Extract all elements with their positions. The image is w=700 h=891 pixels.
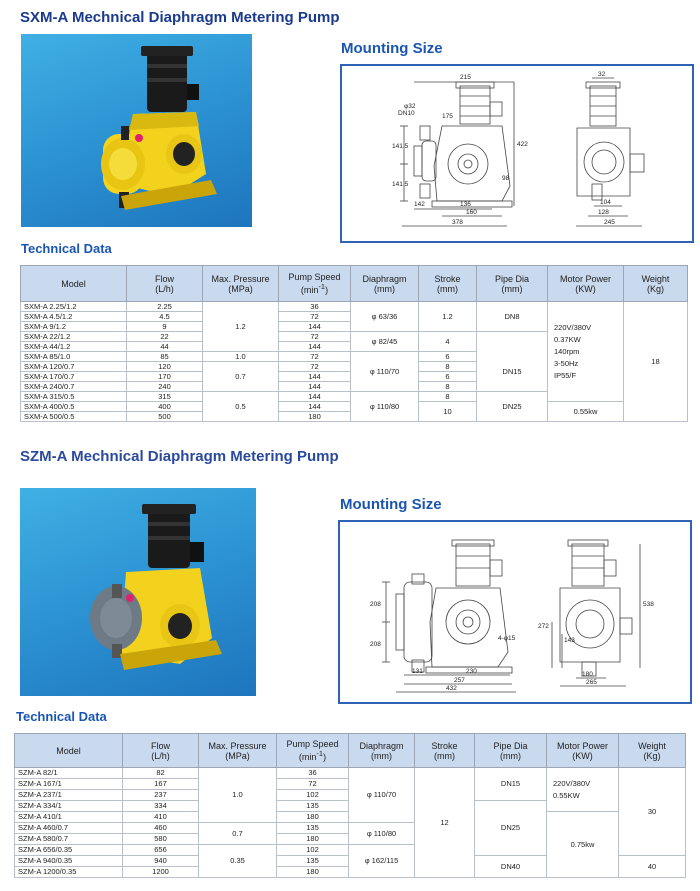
table-cell: SXM-A 22/1.2 bbox=[21, 332, 127, 342]
table-cell: 0.35 bbox=[199, 845, 277, 878]
table-cell: 580 bbox=[123, 834, 199, 845]
table-cell: 144 bbox=[279, 372, 351, 382]
section2-technical-title: Technical Data bbox=[16, 709, 107, 724]
table-cell: SXM-A 9/1.2 bbox=[21, 322, 127, 332]
table-cell: φ 110/80 bbox=[351, 392, 419, 422]
sxm-dim-dn10: DN10 bbox=[398, 110, 415, 117]
table-cell: SZM-A 656/0.35 bbox=[15, 845, 123, 856]
flow-cell: 2.25 bbox=[127, 302, 203, 312]
table-cell: φ 110/80 bbox=[349, 823, 415, 845]
sxm-dim-245: 245 bbox=[604, 219, 615, 226]
table-cell: 135 bbox=[277, 823, 349, 834]
table-cell: SXM-A 120/0.7 bbox=[21, 362, 127, 372]
table-cell: 120 bbox=[127, 362, 203, 372]
table-cell: 500 bbox=[127, 412, 203, 422]
table-cell: 102 bbox=[277, 790, 349, 801]
col-flow: Flow (L/h) bbox=[123, 734, 199, 768]
szm-pump-photo bbox=[20, 488, 256, 696]
table-cell: SXM-A 170/0.7 bbox=[21, 372, 127, 382]
sxm-dim-160: 160 bbox=[466, 209, 477, 216]
table-cell: 0.7 bbox=[203, 362, 279, 392]
table-cell: SZM-A 410/1 bbox=[15, 812, 123, 823]
table-cell: SZM-A 580/0.7 bbox=[15, 834, 123, 845]
stroke-cell: 1.2 bbox=[419, 302, 477, 332]
table-cell: SXM-A 240/0.7 bbox=[21, 382, 127, 392]
sxm-technical-table bbox=[20, 265, 688, 422]
szm-dim-208-a: 208 bbox=[370, 601, 381, 608]
motor-cell-2: 0.55kw bbox=[548, 402, 624, 422]
col-max-pressure: Max. Pressure (MPa) bbox=[199, 734, 277, 768]
table-cell: 4.5 bbox=[127, 312, 203, 322]
sxm-dim-142: 142 bbox=[414, 201, 425, 208]
table-cell: 180 bbox=[279, 412, 351, 422]
table-cell: 0.5 bbox=[203, 392, 279, 422]
col-diaphragm: Diaphragm (mm) bbox=[351, 266, 419, 302]
col-max-pressure: Max. Pressure (MPa) bbox=[203, 266, 279, 302]
table-cell: φ 110/70 bbox=[351, 352, 419, 392]
table-cell: SZM-A 82/1 bbox=[15, 768, 123, 779]
table-cell: 656 bbox=[123, 845, 199, 856]
section2-title: SZM-A Mechnical Diaphragm Metering Pump bbox=[20, 448, 339, 465]
col-diaphragm: Diaphragm (mm) bbox=[349, 734, 415, 768]
table-cell: 180 bbox=[277, 812, 349, 823]
weight-cell: 18 bbox=[624, 302, 688, 422]
table-cell: SXM-A 85/1.0 bbox=[21, 352, 127, 362]
table-cell: 0.75kw bbox=[547, 812, 619, 878]
table-cell: 8 bbox=[419, 382, 477, 392]
table-cell: 180 bbox=[277, 834, 349, 845]
sxm-dim-104: 104 bbox=[600, 199, 611, 206]
table-cell: 1.0 bbox=[199, 768, 277, 823]
col-flow: Flow (L/h) bbox=[127, 266, 203, 302]
pipe-cell: DN8 bbox=[477, 302, 548, 332]
table-cell: 72 bbox=[279, 352, 351, 362]
col-weight: Weight (Kg) bbox=[619, 734, 686, 768]
table-cell: SZM-A 334/1 bbox=[15, 801, 123, 812]
table-cell: 8 bbox=[419, 392, 477, 402]
szm-pump-illustration bbox=[20, 488, 256, 696]
table-cell: 12 bbox=[415, 768, 475, 878]
szm-mounting-drawing bbox=[338, 520, 692, 704]
table-cell: 144 bbox=[279, 392, 351, 402]
szm-dim-180: 180 bbox=[582, 671, 593, 678]
table-cell: 10 bbox=[419, 402, 477, 422]
table-cell bbox=[477, 332, 548, 352]
section1-technical-title: Technical Data bbox=[21, 241, 112, 256]
sxm-mounting-drawing bbox=[340, 64, 694, 243]
table-cell: 82 bbox=[123, 768, 199, 779]
table-row bbox=[15, 768, 686, 779]
table-cell: 44 bbox=[127, 342, 203, 352]
table-cell: SXM-A 4.5/1.2 bbox=[21, 312, 127, 322]
table-cell: 144 bbox=[279, 402, 351, 412]
table-cell: 144 bbox=[279, 322, 351, 332]
table-cell: 315 bbox=[127, 392, 203, 402]
sxm-dim-175: 175 bbox=[442, 113, 453, 120]
table-cell: DN15 bbox=[475, 768, 547, 801]
col-motor-power: Motor Power (KW) bbox=[547, 734, 619, 768]
table-cell: 460 bbox=[123, 823, 199, 834]
table-cell: 400 bbox=[127, 402, 203, 412]
col-pipe-dia: Pipe Dia (mm) bbox=[475, 734, 547, 768]
table-cell: 72 bbox=[277, 779, 349, 790]
table-cell: 410 bbox=[123, 812, 199, 823]
table-cell: SXM-A 400/0.5 bbox=[21, 402, 127, 412]
table-cell: 102 bbox=[277, 845, 349, 856]
sxm-pump-photo bbox=[21, 34, 252, 227]
table-cell: 144 bbox=[279, 382, 351, 392]
table-cell: 0.7 bbox=[199, 823, 277, 845]
table-cell: 135 bbox=[277, 801, 349, 812]
table-cell: 40 bbox=[619, 856, 686, 878]
table-cell: 9 bbox=[127, 322, 203, 332]
table-cell: 36 bbox=[277, 768, 349, 779]
col-model: Model bbox=[21, 266, 127, 302]
table-cell: 1.0 bbox=[203, 352, 279, 362]
sxm-dim-128: 128 bbox=[598, 209, 609, 216]
table-cell: DN40 bbox=[475, 856, 547, 878]
col-pump-speed: Pump Speed $(\min^{-1})$ bbox=[279, 266, 351, 302]
table-cell: 334 bbox=[123, 801, 199, 812]
section1-title: SXM-A Mechnical Diaphragm Metering Pump bbox=[20, 9, 340, 26]
szm-dim-143: 143 bbox=[564, 637, 575, 644]
section1-mounting-title: Mounting Size bbox=[341, 40, 443, 57]
table-cell: SXM-A 500/0.5 bbox=[21, 412, 127, 422]
table-cell: φ 82/45 bbox=[351, 332, 419, 352]
header-row bbox=[21, 266, 688, 302]
table-cell: 180 bbox=[277, 867, 349, 878]
table-cell: 167 bbox=[123, 779, 199, 790]
table-cell: φ 110/70 bbox=[349, 768, 415, 823]
table-cell: 85 bbox=[127, 352, 203, 362]
sxm-dim-141-5-b: 141.5 bbox=[392, 181, 409, 188]
table-cell: 1200 bbox=[123, 867, 199, 878]
table-cell: 6 bbox=[419, 372, 477, 382]
sxm-dim-32: 32 bbox=[598, 71, 606, 78]
sxm-dimension-drawing bbox=[342, 66, 692, 241]
table-cell: 135 bbox=[277, 856, 349, 867]
table-cell: 72 bbox=[279, 362, 351, 372]
szm-dim-131: 131 bbox=[412, 668, 423, 675]
sxm-dim-215: 215 bbox=[460, 74, 471, 81]
model-cell: SXM-A 2.25/1.2 bbox=[21, 302, 127, 312]
sxm-dim-378: 378 bbox=[452, 219, 463, 226]
szm-dim-432: 432 bbox=[446, 685, 457, 692]
table-cell: 72 bbox=[279, 332, 351, 342]
table-cell: 22 bbox=[127, 332, 203, 342]
col-motor-power: Motor Power (KW) bbox=[548, 266, 624, 302]
table-cell: DN15 bbox=[477, 352, 548, 392]
sxm-dim-422: 422 bbox=[517, 141, 528, 148]
table-cell: SXM-A 315/0.5 bbox=[21, 392, 127, 402]
szm-technical-table bbox=[14, 733, 686, 878]
table-cell: DN25 bbox=[475, 801, 547, 856]
table-cell: 237 bbox=[123, 790, 199, 801]
sxm-dim-phi32: φ32 bbox=[404, 103, 416, 110]
table-cell: SZM-A 940/0.35 bbox=[15, 856, 123, 867]
szm-dimension-drawing bbox=[340, 522, 690, 702]
header-row bbox=[15, 734, 686, 768]
sxm-dim-141-5-a: 141.5 bbox=[392, 143, 409, 150]
table-cell: 6 bbox=[419, 352, 477, 362]
table-cell: 4 bbox=[419, 332, 477, 352]
szm-dim-538: 538 bbox=[643, 601, 654, 608]
szm-dim-265: 265 bbox=[586, 679, 597, 686]
diaphragm-cell: φ 63/36 bbox=[351, 302, 419, 332]
table-cell: SZM-A 237/1 bbox=[15, 790, 123, 801]
table-cell: 8 bbox=[419, 362, 477, 372]
sxm-dim-136: 136 bbox=[460, 201, 471, 208]
table-cell: SZM-A 167/1 bbox=[15, 779, 123, 790]
table-cell: φ 162/115 bbox=[349, 845, 415, 878]
col-stroke: Stroke (mm) bbox=[415, 734, 475, 768]
table-cell: 170 bbox=[127, 372, 203, 382]
szm-dim-257: 257 bbox=[454, 677, 465, 684]
table-cell: SZM-A 1200/0.35 bbox=[15, 867, 123, 878]
col-pipe-dia: Pipe Dia (mm) bbox=[477, 266, 548, 302]
table-cell: 240 bbox=[127, 382, 203, 392]
table-cell: 220V/380V 0.55KW bbox=[547, 768, 619, 812]
col-model: Model bbox=[15, 734, 123, 768]
table-cell: 72 bbox=[279, 312, 351, 322]
col-stroke: Stroke (mm) bbox=[419, 266, 477, 302]
sxm-pump-illustration bbox=[21, 34, 252, 227]
table-row bbox=[21, 302, 688, 312]
table-cell: 144 bbox=[279, 342, 351, 352]
pressure-cell: 1.2 bbox=[203, 302, 279, 352]
sxm-dim-98: 98 bbox=[502, 175, 510, 182]
szm-dim-4-phi15: 4-φ15 bbox=[498, 635, 516, 642]
szm-dim-230: 230 bbox=[466, 668, 477, 675]
table-cell: SXM-A 44/1.2 bbox=[21, 342, 127, 352]
speed-cell: 36 bbox=[279, 302, 351, 312]
table-cell: 30 bbox=[619, 768, 686, 856]
table-cell: 940 bbox=[123, 856, 199, 867]
table-cell: SZM-A 460/0.7 bbox=[15, 823, 123, 834]
section2-mounting-title: Mounting Size bbox=[340, 496, 442, 513]
szm-dim-272: 272 bbox=[538, 623, 549, 630]
table-cell: DN25 bbox=[477, 392, 548, 422]
col-pump-speed: Pump Speed $(\min^{-1})$ bbox=[277, 734, 349, 768]
szm-dim-208-b: 208 bbox=[370, 641, 381, 648]
motor-cell: 220V/380V 0.37KW 140rpm 3-50Hz IP55/F bbox=[548, 302, 624, 402]
col-weight: Weight (Kg) bbox=[624, 266, 688, 302]
